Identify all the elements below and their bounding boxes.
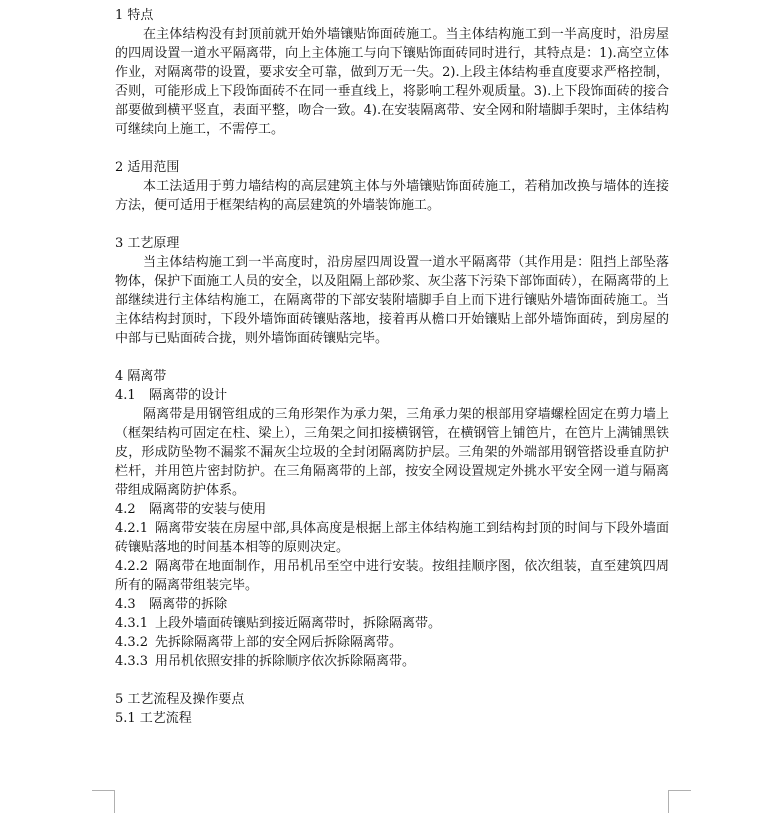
subsection-title: 隔离带的安装与使用 (149, 502, 267, 517)
clause-4-2-1 (115, 519, 669, 557)
section-1-heading: 1 特点 (115, 8, 154, 23)
spacer (115, 215, 669, 234)
section-5-heading: 5 工艺流程及操作要点 (115, 692, 245, 707)
subsection-title: 隔离带的设计 (149, 388, 228, 403)
section-4-heading: 4 隔离带 (115, 369, 167, 384)
section-3-heading: 3 工艺原理 (115, 236, 180, 251)
subsection-number: 4.1 (115, 388, 136, 403)
clause-text: 隔离带在地面制作，用吊机吊至空中进行安装。按组挂顺序图，依次组装，直至建筑四周所有的隔离带组装完毕。 (115, 559, 669, 593)
clause-4-3-2 (115, 633, 669, 652)
spacer (115, 671, 669, 690)
clause-text: 先拆除隔离带上部的安全网后拆除隔离带。 (155, 635, 403, 650)
subsection-4-3-heading (115, 595, 669, 614)
clause-4-3-3 (115, 652, 669, 671)
clause-number: 4.3.2 (115, 635, 149, 650)
crop-mark-left (92, 790, 115, 813)
clause-number: 4.3.1 (115, 616, 149, 631)
clause-4-3-1 (115, 614, 669, 633)
section-2-heading: 2 适用范围 (115, 160, 180, 175)
subsection-number: 4.2 (115, 502, 136, 517)
section-1-body: 在主体结构没有封顶前就开始外墙镶贴饰面砖施工。当主体结构施工到一半高度时，沿房屋的四周设置一道水平隔离带，向上主体施工与向下镶贴饰面砖同时进行，其特点是：1).高空立体作业，对隔离带的设置，要求安全可靠，做到万无一失。2).上段主体结构垂直度要求严格控制，否则，可能形成上下段饰面砖不在同一垂直线上，将影响工程外观质量。3).上下段饰面砖的接合部要做到横平竖直，表面平整，吻合一致。4).在安装隔离带、安全网和附墙脚手架时，主体结构可继续向上施工，不需停工。 (115, 27, 669, 137)
clause-text: 上段外墙面砖镶贴到接近隔离带时，拆除隔离带。 (155, 616, 442, 631)
subsection-4-1-heading (115, 386, 669, 405)
subsection-number: 4.3 (115, 597, 136, 612)
spacer (115, 348, 669, 367)
subsection-5-1-heading: 5.1 工艺流程 (115, 711, 192, 726)
crop-mark-right (668, 790, 691, 813)
clause-number: 4.3.3 (115, 654, 149, 669)
clause-4-2-2 (115, 557, 669, 595)
subsection-4-1-body: 隔离带是用钢管组成的三角形架作为承力架，三角承力架的根部用穿墙螺栓固定在剪力墙上（框架结构可固定在柱、梁上），三角架之间扣接横钢管，在横钢管上铺笆片，在笆片上满铺黑铁皮，形成防坠物不漏浆不漏灰尘垃圾的全封闭隔离防护层。三角架的外端部用钢管搭设垂直防护栏杆，并用笆片密封防护。在三角隔离带的上部，按安全网设置规定外挑水平安全网一道与隔离带组成隔离防护体系。 (115, 407, 669, 498)
spacer (115, 139, 669, 158)
clause-number: 4.2.2 (115, 559, 149, 574)
section-3-body: 当主体结构施工到一半高度时，沿房屋四周设置一道水平隔离带（其作用是：阻挡上部坠落物体，保护下面施工人员的安全，以及阻隔上部砂浆、灰尘落下污染下部饰面砖），在隔离带的上部继续进行主体结构施工，在隔离带的下部安装附墙脚手自上而下进行镶贴外墙饰面砖施工。当主体结构封顶时，下段外墙饰面砖镶贴落地，接着再从檐口开始镶贴上部外墙饰面砖，到房屋的中部与已贴面砖合拢，则外墙饰面砖镶贴完毕。 (115, 255, 669, 346)
subsection-title: 隔离带的拆除 (149, 597, 228, 612)
clause-text: 隔离带安装在房屋中部,具体高度是根据上部主体结构施工到结构封顶的时间与下段外墙面砖镶贴落地的时间基本相等的原则决定。 (115, 521, 669, 555)
clause-text: 用吊机依照安排的拆除顺序依次拆除隔离带。 (155, 654, 416, 669)
clause-number: 4.2.1 (115, 521, 149, 536)
section-2-body: 本工法适用于剪力墙结构的高层建筑主体与外墙镶贴饰面砖施工，若稍加改换与墙体的连接方法，便可适用于框架结构的高层建筑的外墙装饰施工。 (115, 179, 669, 213)
subsection-4-2-heading (115, 500, 669, 519)
document-body (115, 6, 669, 728)
